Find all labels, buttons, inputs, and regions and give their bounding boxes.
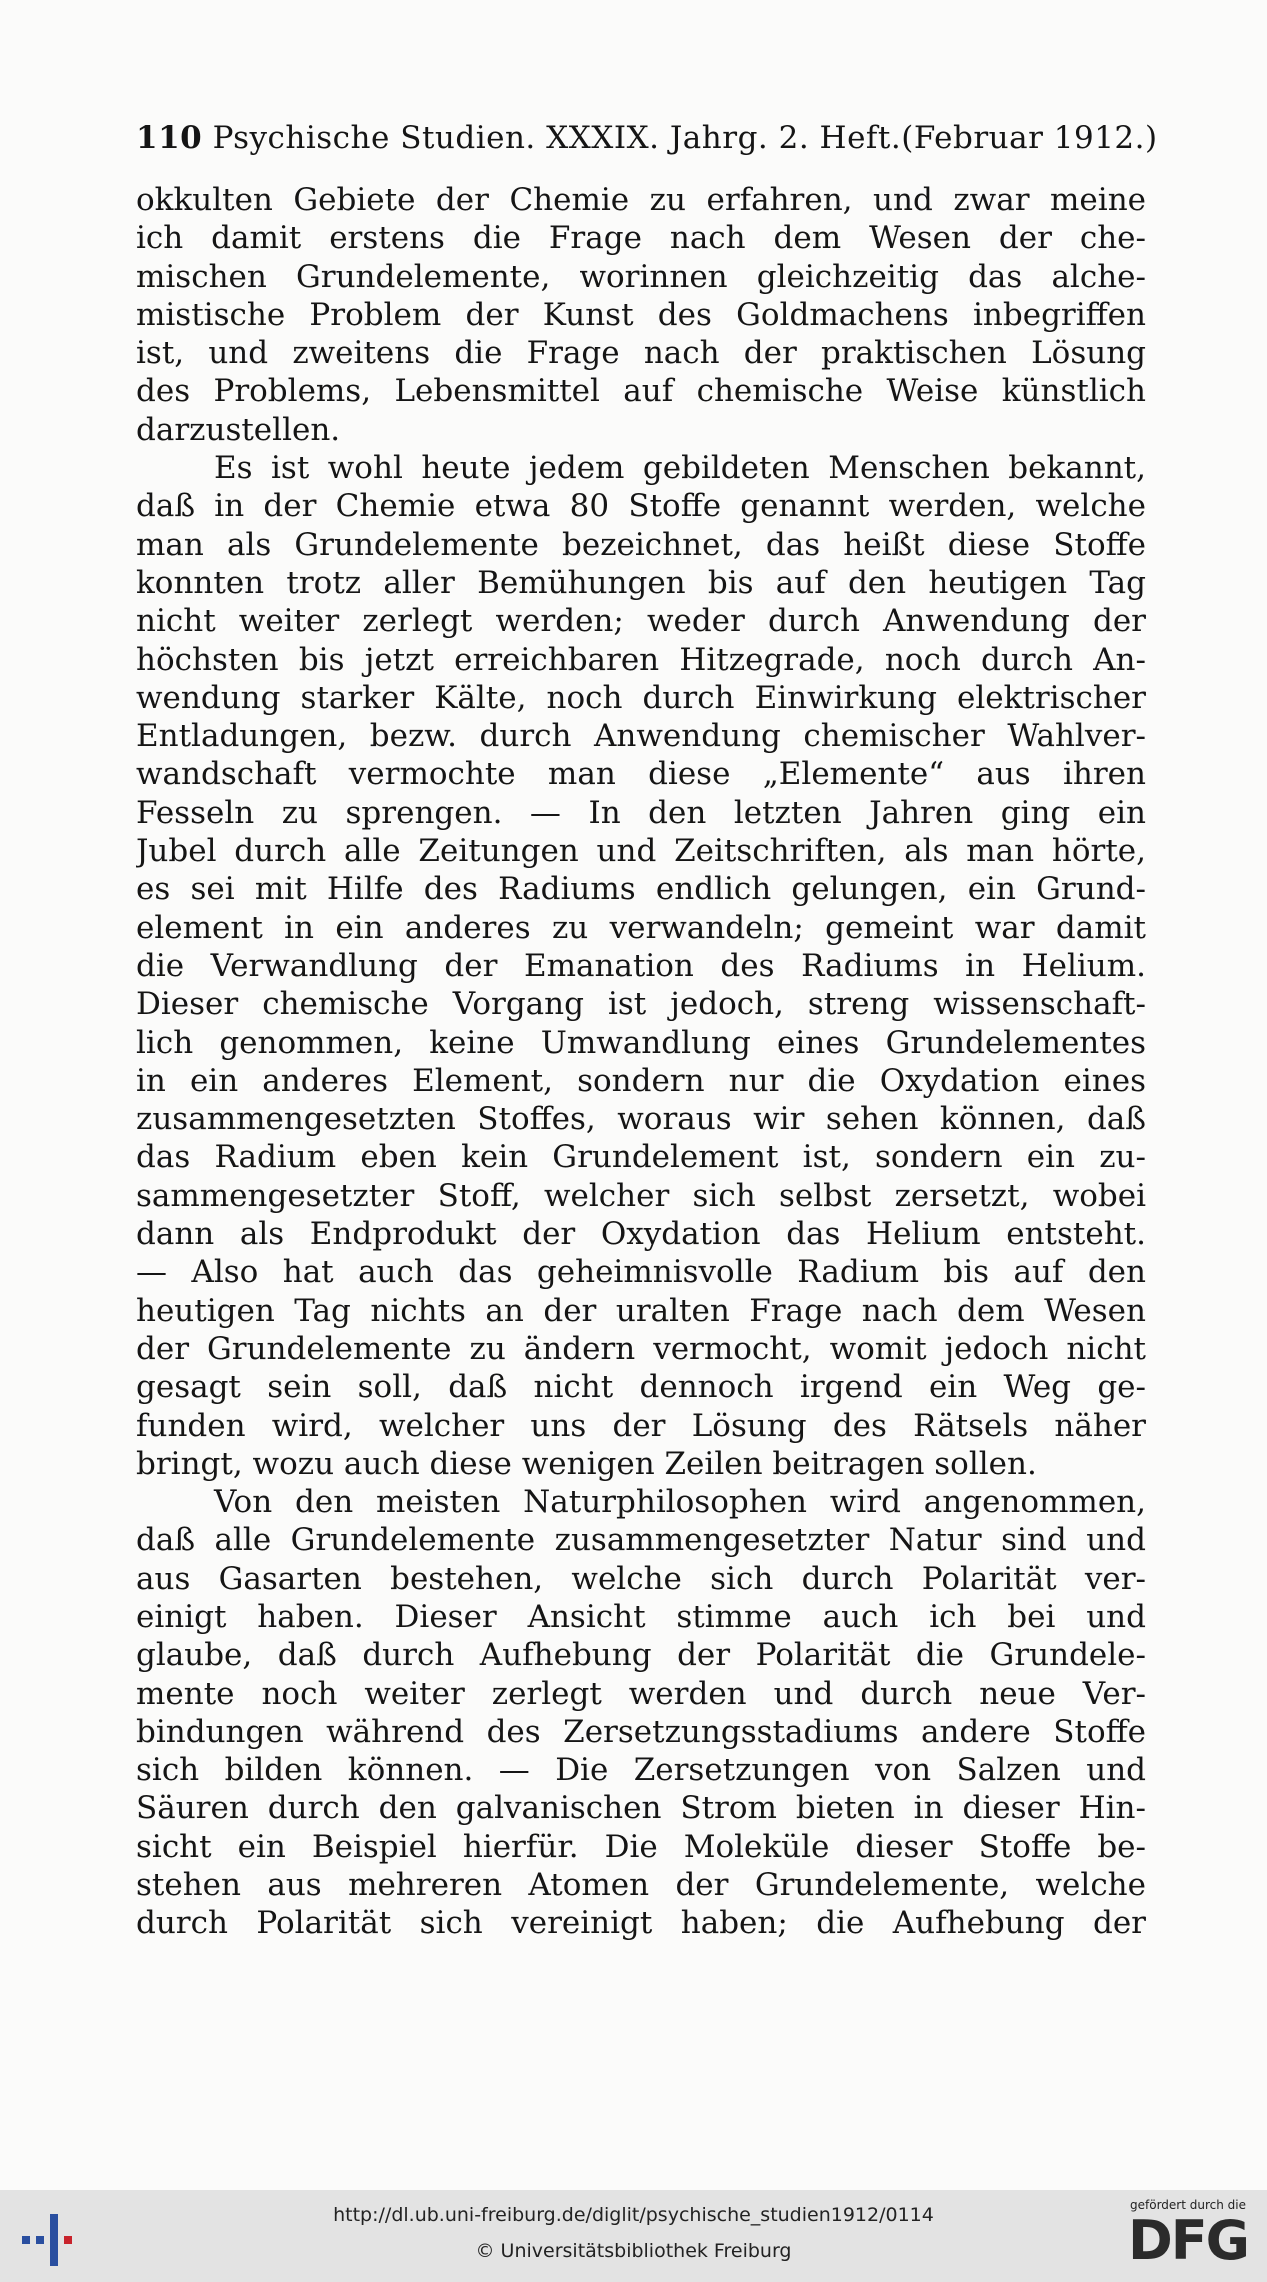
text-line: heutigen Tag nichts an der uralten Frage nach dem Wesen [136, 1292, 1146, 1329]
text-line: mistische Problem der Kunst des Goldmachens inbegriffen [136, 296, 1146, 333]
text-line: sicht ein Beispiel hierfür. Die Moleküle dieser Stoffe be- [136, 1828, 1146, 1865]
text-line: ich damit erstens die Frage nach dem Wesen der che- [136, 220, 1146, 257]
text-line: bindungen während des Zersetzungsstadiums andere Stoffe [136, 1713, 1146, 1750]
text-line: durch Polarität sich vereinigt haben; die Aufhebung der [136, 1905, 1146, 1942]
issue-date: (Februar 1912.) [901, 120, 1158, 156]
text-line: darzustellen. [136, 411, 341, 448]
text-line: okkulten Gebiete der Chemie zu erfahren, und zwar meine [136, 182, 1146, 218]
text-line: ist, und zweitens die Frage nach der praktischen Lösung [136, 335, 1146, 372]
text-line: sammengesetzter Stoff, welcher sich selbst zersetzt, wobei [136, 1177, 1146, 1214]
text-line: — Also hat auch das geheimnisvolle Radium bis auf den [136, 1254, 1146, 1291]
text-line: konnten trotz aller Bemühungen bis auf den heutigen Tag [136, 564, 1146, 601]
text-line: höchsten bis jetzt erreichbaren Hitzegrade, noch durch An- [136, 641, 1146, 678]
source-url[interactable]: http://dl.ub.uni-freiburg.de/diglit/psychische_studien1912/0114 [333, 2204, 934, 2226]
text-line: Dieser chemische Vorgang ist jedoch, streng wissenschaft- [136, 986, 1146, 1023]
text-line: sich bilden können. — Die Zersetzungen von Salzen und [136, 1752, 1146, 1789]
text-line: aus Gasarten bestehen, welche sich durch Polarität ver- [136, 1560, 1146, 1597]
text-line: lich genommen, keine Umwandlung eines Grundelementes [136, 1024, 1146, 1061]
text-line: Entladungen, bezw. durch Anwendung chemischer Wahlver- [136, 718, 1146, 755]
text-line: funden wird, welcher uns der Lösung des Rätsels näher [136, 1407, 1146, 1444]
dfg-funding-logo [1118, 2198, 1258, 2278]
dfg-logo-icon: DFG [1127, 2209, 1249, 2272]
text-line: dann als Endprodukt der Oxydation das Helium entsteht. [136, 1216, 1146, 1253]
text-line: bringt, wozu auch diese wenigen Zeilen beitragen sollen. [136, 1445, 1037, 1482]
text-line: Jubel durch alle Zeitungen und Zeitschriften, als man hörte, [136, 833, 1146, 870]
dfg-caption: gefördert durch die [1130, 2198, 1246, 2212]
copyright-notice: © Universitätsbibliothek Freiburg [475, 2240, 792, 2262]
text-line: Säuren durch den galvanischen Strom bieten in dieser Hin- [136, 1790, 1146, 1827]
text-line: element in ein anderes zu verwandeln; gemeint war damit [136, 909, 1146, 946]
journal-title: Psychische Studien. XXXIX. Jahrg. 2. Heft. [212, 120, 902, 156]
text-line: Es ist wohl heute jedem gebildeten Menschen bekannt, [214, 450, 1146, 487]
text-line: des Problems, Lebensmittel auf chemische Weise künstlich [136, 373, 1146, 410]
running-head [136, 120, 1158, 156]
text-line: stehen aus mehreren Atomen der Grundelemente, welche [136, 1867, 1146, 1904]
text-line: in ein anderes Element, sondern nur die Oxydation eines [136, 1062, 1146, 1099]
text-line: es sei mit Hilfe des Radiums endlich gelungen, ein Grund- [136, 871, 1146, 908]
text-line: der Grundelemente zu ändern vermocht, womit jedoch nicht [136, 1330, 1146, 1367]
text-line: daß alle Grundelemente zusammengesetzter Natur sind und [136, 1522, 1146, 1559]
text-line: gesagt sein soll, daß nicht dennoch irgend ein Weg ge- [136, 1369, 1146, 1406]
text-line: Von den meisten Naturphilosophen wird angenommen, [214, 1484, 1146, 1521]
text-line: die Verwandlung der Emanation des Radiums in Helium. [136, 947, 1146, 984]
text-line: das Radium eben kein Grundelement ist, sondern ein zu- [136, 1139, 1146, 1176]
text-line: zusammengesetzten Stoffes, woraus wir sehen können, daß [136, 1101, 1146, 1138]
text-line: wendung starker Kälte, noch durch Einwirkung elektrischer [136, 679, 1146, 716]
text-line: daß in der Chemie etwa 80 Stoffe genannt werden, welche [136, 488, 1146, 525]
text-line: glaube, daß durch Aufhebung der Polarität die Grundele- [136, 1637, 1146, 1674]
text-line: wandschaft vermochte man diese „Elemente“ aus ihren [136, 756, 1146, 793]
footer-bar [0, 2190, 1267, 2282]
text-line: nicht weiter zerlegt werden; weder durch Anwendung der [136, 603, 1146, 640]
text-line: Fesseln zu sprengen. — In den letzten Jahren ging ein [136, 794, 1146, 831]
text-line: mischen Grundelemente, worinnen gleichzeitig das alche- [136, 258, 1146, 295]
text-line: einigt haben. Dieser Ansicht stimme auch ich bei und [136, 1598, 1146, 1635]
body-text [136, 181, 1146, 1943]
page-number: 110 [136, 120, 203, 156]
text-line: man als Grundelemente bezeichnet, das heißt diese Stoffe [136, 526, 1146, 563]
text-line: mente noch weiter zerlegt werden und durch neue Ver- [136, 1675, 1146, 1712]
